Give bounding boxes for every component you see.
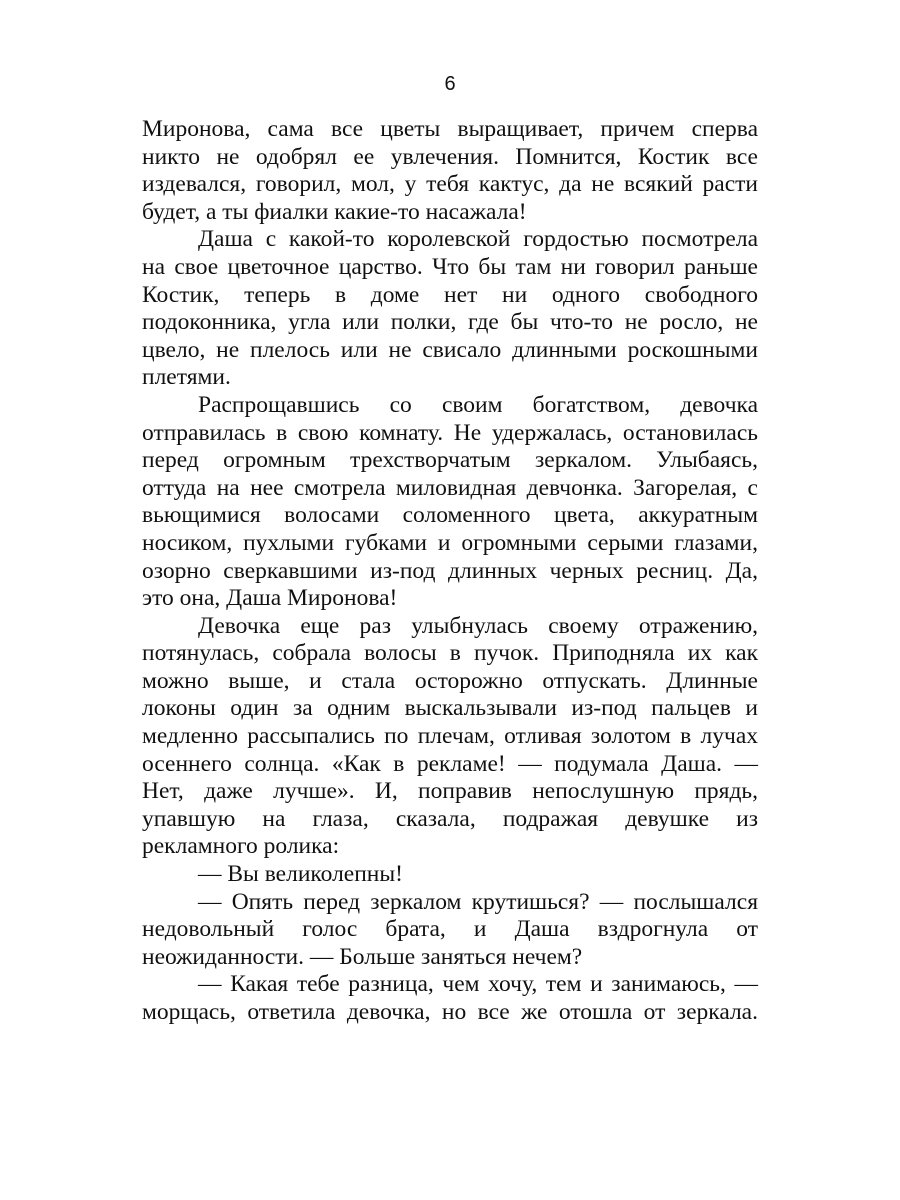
text-line: потянулась, собрала волосы в пучок. Приподняла их как xyxy=(142,640,758,667)
text-line: упавшую на глаза, сказала, подражая девушке из xyxy=(142,805,758,832)
text-line: отправилась в свою комнату. Не удержалась, остановилась xyxy=(142,419,758,446)
text-line: это она, Даша Миронова! xyxy=(142,585,398,612)
text-line: локоны один за одним выскальзывали из-под пальцев и xyxy=(142,695,758,722)
text-line: озорно сверкавшими из-под длинных черных ресниц. Да, xyxy=(142,557,758,584)
text-line: — Опять перед зеркалом крутишься? — послышался xyxy=(198,888,758,915)
text-line: рекламного ролика: xyxy=(142,833,340,860)
text-line: носиком, пухлыми губками и огромными серыми глазами, xyxy=(142,529,758,556)
text-line: Даша с какой-то королевской гордостью посмотрела xyxy=(198,226,758,253)
text-line: медленно рассыпались по плечам, отливая золотом в лучах xyxy=(142,723,758,750)
text-line: осеннего солнца. «Как в рекламе! — подумала Даша. — xyxy=(142,750,758,777)
text-line: неожиданности. — Больше заняться нечем? xyxy=(142,943,583,970)
text-line: будет, а ты фиалки какие-то насажала! xyxy=(142,198,527,225)
text-line: — Какая тебе разница, чем хочу, тем и занимаюсь, — xyxy=(198,971,758,998)
body-text xyxy=(142,116,758,1027)
text-line: на свое цветочное царство. Что бы там ни говорил раньше xyxy=(142,253,758,280)
text-line: цвело, не плелось или не свисало длинными роскошными xyxy=(142,336,758,363)
text-line: перед огромным трехстворчатым зеркалом. Улыбаясь, xyxy=(142,447,758,474)
text-line: оттуда на нее смотрела миловидная девчонка. Загорелая, с xyxy=(142,474,758,501)
text-line: Распрощавшись со своим богатством, девочка xyxy=(198,391,758,418)
text-line: Нет, даже лучше». И, поправив непослушную прядь, xyxy=(142,778,758,805)
text-line: издевался, говорил, мол, у тебя кактус, да не всякий расти xyxy=(142,171,758,198)
text-line: морщась, ответила девочка, но все же отошла от зеркала. xyxy=(142,999,758,1025)
text-line: можно выше, и стала осторожно отпускать. Длинные xyxy=(142,667,758,694)
text-line: плетями. xyxy=(142,364,231,391)
page-number: 6 xyxy=(444,73,456,95)
text-line: подоконника, угла или полки, где бы что-то не росло, не xyxy=(142,309,758,336)
text-line: Костик, теперь в доме нет ни одного свободного xyxy=(142,281,758,308)
text-line: Девочка еще раз улыбнулась своему отражению, xyxy=(198,612,758,639)
text-line: никто не одобрял ее увлечения. Помнится, Костик все xyxy=(142,143,758,170)
text-line: Миронова, сама все цветы выращивает, причем сперва xyxy=(142,116,758,142)
text-line: недовольный голос брата, и Даша вздрогнула от xyxy=(142,916,758,943)
text-line: вьющимися волосами соломенного цвета, аккуратным xyxy=(142,502,758,529)
text-line: — Вы великолепны! xyxy=(198,861,403,888)
